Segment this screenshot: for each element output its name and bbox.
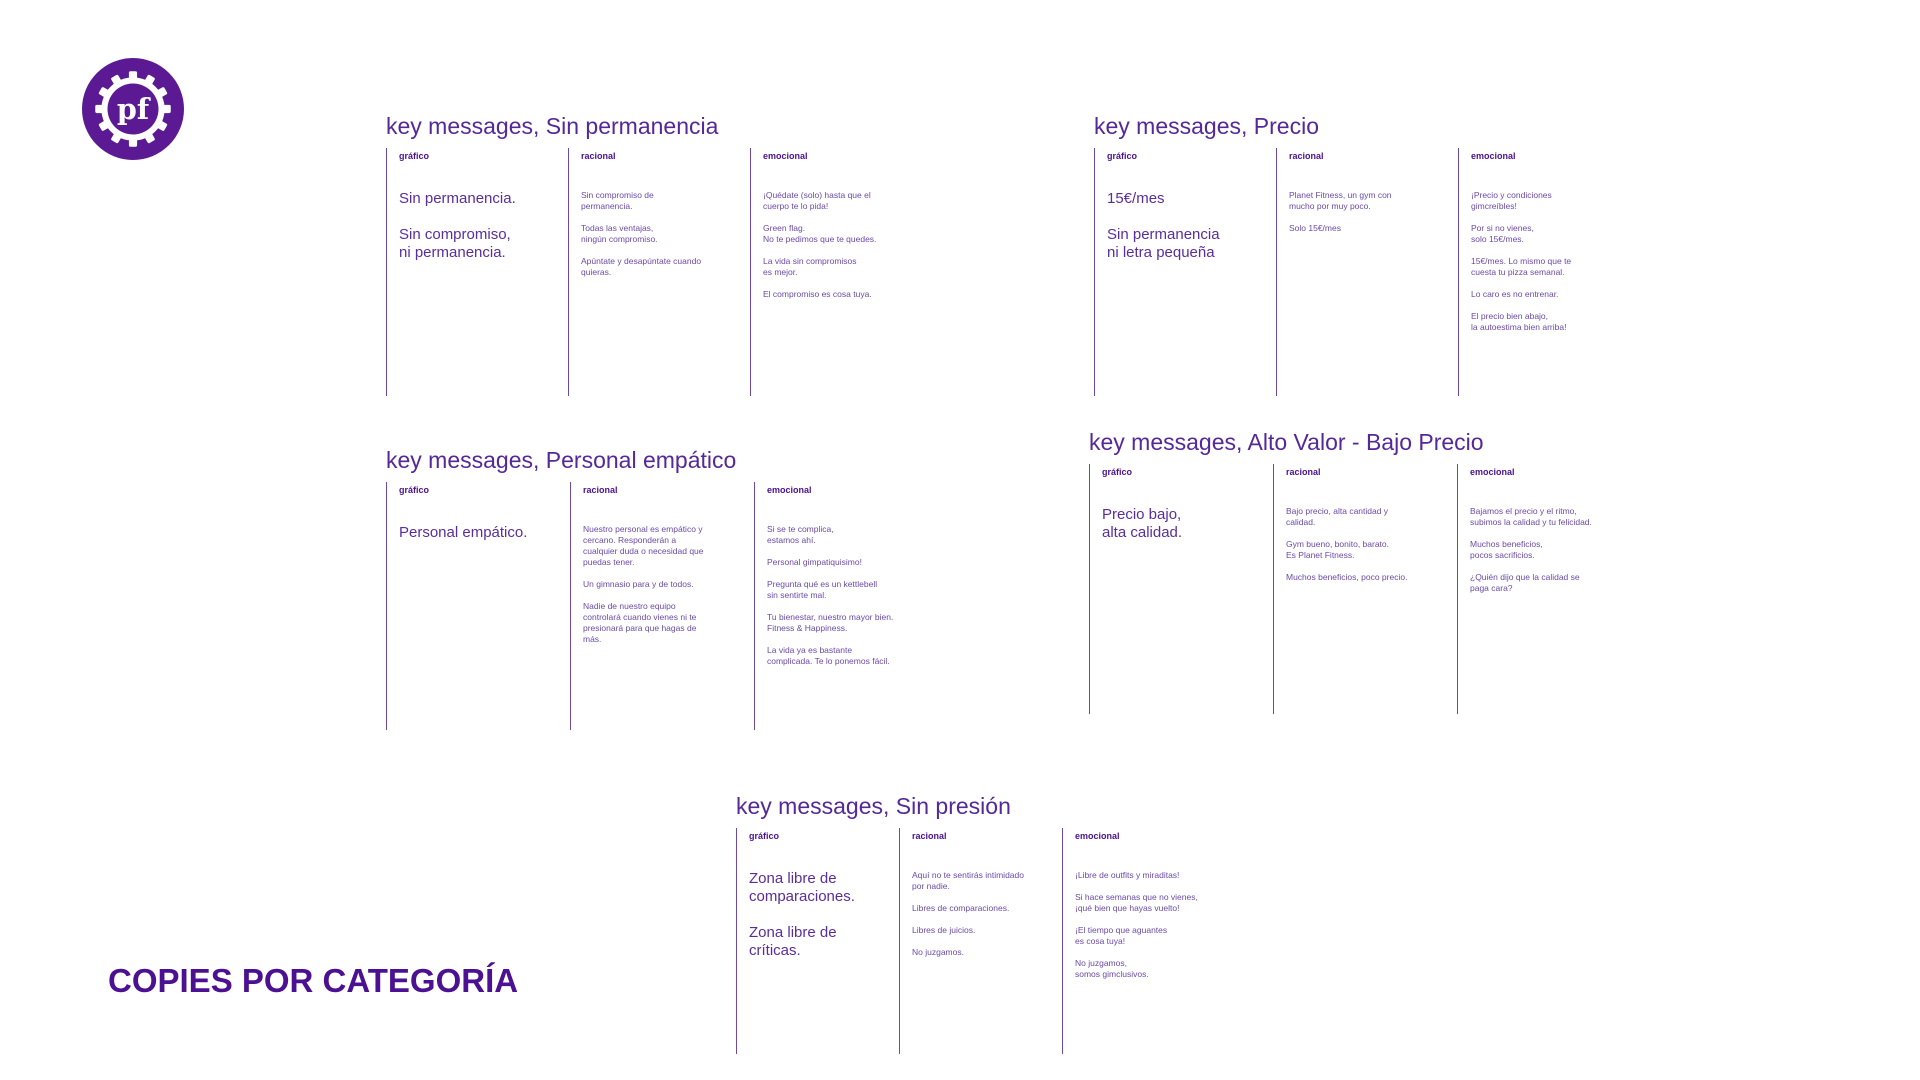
column-body bbox=[1289, 190, 1458, 234]
column-emocional bbox=[1062, 828, 1225, 1054]
message-copy: ¡Quédate (solo) hasta que el cuerpo te lo pida! bbox=[763, 190, 871, 211]
message-copy: Gym bueno, bonito, barato. Es Planet Fitness. bbox=[1286, 539, 1390, 560]
headline-copy: Sin permanencia. bbox=[399, 190, 516, 207]
column-grafico bbox=[736, 828, 899, 1054]
column-racional bbox=[570, 482, 754, 730]
column-grafico bbox=[1094, 148, 1276, 396]
message-copy: Muchos beneficios, pocos sacrificios. bbox=[1470, 539, 1543, 560]
message-copy: Libres de juicios. bbox=[912, 925, 976, 935]
column-header-grafico: gráfico bbox=[1102, 467, 1133, 477]
headline-copy: Personal empático. bbox=[399, 524, 528, 541]
headline-copy: Zona libre de comparaciones. bbox=[749, 870, 855, 905]
column-emocional bbox=[1457, 464, 1641, 714]
column-header-grafico: gráfico bbox=[1107, 151, 1138, 161]
column-body bbox=[912, 870, 1062, 958]
section-sin-presion bbox=[736, 792, 1225, 1054]
message-copy: Aquí no te sentirás intimidado por nadie. bbox=[912, 870, 1024, 891]
section-title: key messages, Sin presión bbox=[736, 793, 1011, 819]
message-copy: ¿Quién dijo que la calidad se paga cara? bbox=[1470, 572, 1580, 593]
message-copy: La vida sin compromisos es mejor. bbox=[763, 256, 857, 277]
section-title: key messages, Personal empático bbox=[386, 447, 737, 473]
message-copy: Un gimnasio para y de todos. bbox=[583, 579, 694, 589]
column-racional bbox=[568, 148, 750, 396]
column-header-racional: racional bbox=[1286, 467, 1321, 477]
column-emocional bbox=[750, 148, 932, 396]
headline-copy: Zona libre de críticas. bbox=[749, 924, 837, 959]
message-copy: El compromiso es cosa tuya. bbox=[763, 289, 872, 299]
column-header-emocional: emocional bbox=[763, 151, 808, 161]
column-header-racional: racional bbox=[912, 831, 947, 841]
message-copy: Bajamos el precio y el ritmo, subimos la calidad y tu felicidad. bbox=[1470, 506, 1592, 527]
column-body bbox=[1286, 506, 1457, 583]
column-body bbox=[1102, 506, 1273, 542]
column-header-emocional: emocional bbox=[1471, 151, 1516, 161]
message-copy: ¡Libre de outfits y miraditas! bbox=[1075, 870, 1180, 880]
column-header-racional: racional bbox=[583, 485, 618, 495]
message-copy: El precio bien abajo, la autoestima bien arriba! bbox=[1471, 311, 1567, 332]
column-body bbox=[399, 190, 568, 262]
column-racional bbox=[899, 828, 1062, 1054]
section-title: key messages, Sin permanencia bbox=[386, 113, 719, 139]
column-body bbox=[763, 190, 932, 300]
column-header-grafico: gráfico bbox=[749, 831, 780, 841]
section-alto-valor-bajo-precio bbox=[1089, 428, 1641, 714]
message-copy: Solo 15€/mes bbox=[1289, 223, 1341, 233]
planet-fitness-logo bbox=[82, 58, 184, 160]
column-header-emocional: emocional bbox=[1470, 467, 1515, 477]
headline-copy: 15€/mes bbox=[1107, 190, 1165, 207]
column-racional bbox=[1276, 148, 1458, 396]
message-copy: Pregunta qué es un kettlebell sin sentirte mal. bbox=[767, 579, 878, 600]
message-copy: Muchos beneficios, poco precio. bbox=[1286, 572, 1408, 582]
headline-copy: Precio bajo, alta calidad. bbox=[1102, 506, 1183, 541]
column-grafico bbox=[1089, 464, 1273, 714]
message-copy: Si hace semanas que no vienes, ¡qué bien que hayas vuelto! bbox=[1075, 892, 1198, 913]
message-copy: Si se te complica, estamos ahí. bbox=[767, 524, 834, 545]
column-body bbox=[749, 870, 899, 960]
message-copy: La vida ya es bastante complicada. Te lo ponemos fácil. bbox=[767, 645, 890, 666]
columns bbox=[1089, 464, 1641, 714]
message-copy: Sin compromiso de permanencia. bbox=[581, 190, 654, 211]
section-sin-permanencia bbox=[386, 112, 932, 396]
message-copy: ¡Precio y condiciones gimcreíbles! bbox=[1471, 190, 1552, 211]
page-title: COPIES POR CATEGORÍA bbox=[108, 962, 519, 999]
column-emocional bbox=[1458, 148, 1640, 396]
column-body bbox=[1471, 190, 1640, 333]
column-header-grafico: gráfico bbox=[399, 485, 430, 495]
message-copy: Todas las ventajas, ningún compromiso. bbox=[581, 223, 658, 244]
column-header-grafico: gráfico bbox=[399, 151, 430, 161]
message-copy: Por si no vienes, solo 15€/mes. bbox=[1471, 223, 1534, 244]
headline-copy: Sin permanencia ni letra pequeña bbox=[1107, 226, 1220, 261]
section-title: key messages, Alto Valor - Bajo Precio bbox=[1089, 429, 1484, 455]
message-copy: Nuestro personal es empático y cercano. Responderán a cualquier duda o necesidad que puedas tener. bbox=[583, 524, 704, 567]
section-title: key messages, Precio bbox=[1094, 113, 1319, 139]
column-body bbox=[399, 524, 570, 542]
column-header-emocional: emocional bbox=[1075, 831, 1120, 841]
column-body bbox=[1075, 870, 1225, 980]
column-grafico bbox=[386, 148, 568, 396]
column-header-emocional: emocional bbox=[767, 485, 812, 495]
columns bbox=[1094, 148, 1640, 396]
svg-text:pf: pf bbox=[116, 92, 150, 127]
column-emocional bbox=[754, 482, 938, 730]
column-header-racional: racional bbox=[581, 151, 616, 161]
column-body bbox=[1470, 506, 1641, 594]
message-copy: Libres de comparaciones. bbox=[912, 903, 1010, 913]
column-racional bbox=[1273, 464, 1457, 714]
column-grafico bbox=[386, 482, 570, 730]
section-personal-empatico bbox=[386, 446, 938, 730]
message-copy: Apúntate y desapúntate cuando quieras. bbox=[581, 256, 702, 277]
column-body bbox=[1107, 190, 1276, 262]
column-header-racional: racional bbox=[1289, 151, 1324, 161]
message-copy: Green flag. No te pedimos que te quedes. bbox=[763, 223, 877, 244]
column-body bbox=[583, 524, 754, 645]
message-copy: Bajo precio, alta cantidad y calidad. bbox=[1286, 506, 1389, 527]
column-body bbox=[581, 190, 750, 278]
message-copy: No juzgamos. bbox=[912, 947, 964, 957]
columns bbox=[736, 828, 1225, 1054]
message-copy: Planet Fitness, un gym con mucho por muy poco. bbox=[1289, 190, 1392, 211]
column-body bbox=[767, 524, 938, 667]
message-copy: Tu bienestar, nuestro mayor bien. Fitness & Happiness. bbox=[767, 612, 894, 633]
columns bbox=[386, 148, 932, 396]
message-copy: Nadie de nuestro equipo controlará cuando vienes ni te presionará para que hagas de más. bbox=[583, 601, 697, 644]
message-copy: No juzgamos, somos gimclusivos. bbox=[1075, 958, 1149, 979]
section-precio bbox=[1094, 112, 1640, 396]
message-copy: 15€/mes. Lo mismo que te cuesta tu pizza semanal. bbox=[1471, 256, 1572, 277]
message-copy: Personal gimpatiquisimo! bbox=[767, 557, 862, 567]
columns bbox=[386, 482, 938, 730]
message-copy: Lo caro es no entrenar. bbox=[1471, 289, 1559, 299]
headline-copy: Sin compromiso, ni permanencia. bbox=[399, 226, 511, 261]
message-copy: ¡El tiempo que aguantes es cosa tuya! bbox=[1075, 925, 1168, 946]
